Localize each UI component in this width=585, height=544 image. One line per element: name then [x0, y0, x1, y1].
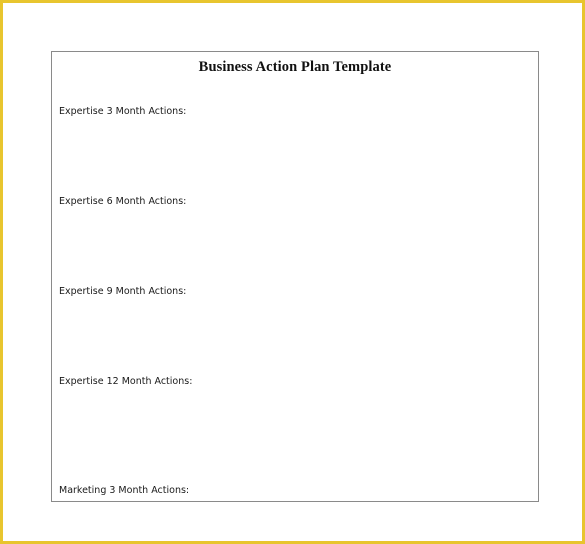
- section-label-expertise-12-month: Expertise 12 Month Actions:: [59, 376, 193, 387]
- section-label-marketing-3-month: Marketing 3 Month Actions:: [59, 485, 190, 496]
- document-page: [51, 51, 539, 502]
- section-label-expertise-3-month: Expertise 3 Month Actions:: [59, 106, 187, 117]
- document-title: Business Action Plan Template: [198, 59, 392, 75]
- section-label-expertise-9-month: Expertise 9 Month Actions:: [59, 286, 187, 297]
- section-label-expertise-6-month: Expertise 6 Month Actions:: [59, 196, 187, 207]
